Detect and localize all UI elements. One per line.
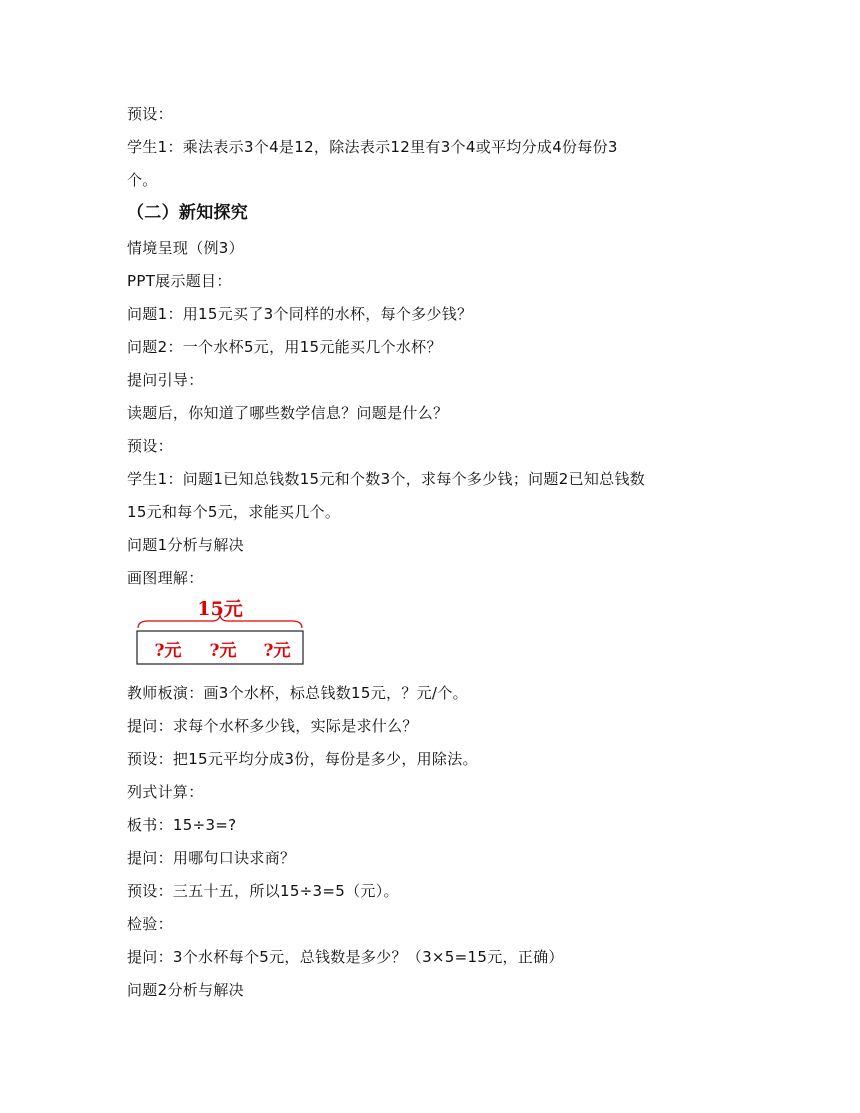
text-line: 问题2分析与解决: [127, 981, 244, 999]
text-line: 预设：把15元平均分成3份，每份是多少，用除法。: [127, 750, 478, 768]
text-line: 提问引导：: [127, 371, 204, 389]
money-diagram-svg: [132, 594, 312, 670]
text-line: 情境呈现（例3）: [127, 239, 244, 257]
text-line: 问题1分析与解决: [127, 536, 244, 554]
section-heading: （二）新知探究: [127, 203, 249, 223]
text-line: 教师板演：画3个水杯，标总钱数15元，？元/个。: [127, 684, 468, 702]
text-line: 预设：: [127, 105, 173, 123]
text-line: 检验：: [127, 915, 173, 933]
text-line: PPT展示题目：: [127, 272, 232, 290]
text-line: 问题1：用15元买了3个同样的水杯，每个多少钱？: [127, 305, 473, 323]
text-line: 学生1：乘法表示3个4是12，除法表示12里有3个4或平均分成4份每份3: [127, 138, 618, 156]
money-diagram: [132, 594, 312, 670]
text-line: 预设：三五十五，所以15÷3=5（元）。: [127, 882, 399, 900]
part-label: ?元: [209, 641, 237, 661]
part-label: ?元: [263, 641, 291, 661]
text-line: 画图理解：: [127, 569, 204, 587]
text-line: 15元和每个5元，求能买几个。: [127, 503, 341, 521]
text-line: 问题2：一个水杯5元，用15元能买几个水杯？: [127, 338, 442, 356]
text-line: 提问：求每个水杯多少钱，实际是求什么？: [127, 717, 418, 735]
text-line: 板书：15÷3=?: [127, 816, 237, 834]
total-label: 15元: [197, 598, 243, 620]
text-line: 提问：用哪句口诀求商？: [127, 849, 296, 867]
brace: [138, 614, 302, 628]
part-label: ?元: [154, 641, 182, 661]
text-line: 读题后，你知道了哪些数学信息？问题是什么？: [127, 404, 449, 422]
text-line: 学生1：问题1已知总钱数15元和个数3个，求每个多少钱；问题2已知总钱数: [127, 470, 646, 488]
text-line: 预设：: [127, 437, 173, 455]
text-line: 个。: [127, 171, 158, 189]
text-line: 提问：3个水杯每个5元，总钱数是多少？（3×5=15元，正确）: [127, 948, 564, 966]
text-line: 列式计算：: [127, 783, 204, 801]
